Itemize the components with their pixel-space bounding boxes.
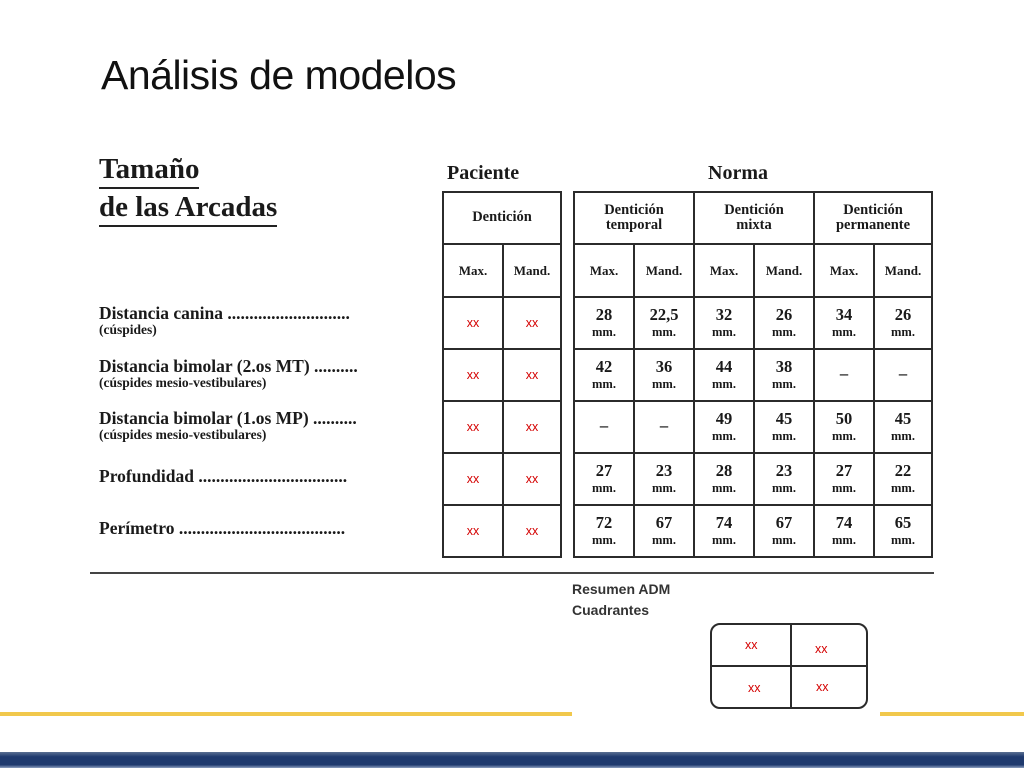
- norm-cell: –: [634, 401, 694, 453]
- row-label-depth: Profundidad ..................................: [99, 466, 348, 486]
- patient-mand-header: Mand.: [503, 244, 561, 297]
- norm-cell: 22,5 mm.: [634, 297, 694, 349]
- norm-title: Norma: [708, 162, 768, 184]
- row-label-bimolar-2mt: Distancia bimolar (2.os MT) .......... (cúspides mesio-vestibulares): [99, 356, 358, 390]
- footer-gold-bar-left: [0, 712, 572, 716]
- norm-cell: 74 mm.: [694, 505, 754, 557]
- patient-cell: xx: [443, 349, 503, 401]
- norm-cell: 26 mm.: [874, 297, 932, 349]
- norm-cell: 27 mm.: [574, 453, 634, 505]
- norm-cell: 72 mm.: [574, 505, 634, 557]
- doc-heading-line1: Tamaño: [99, 155, 199, 184]
- summary-subtitle: Cuadrantes: [572, 602, 650, 618]
- norm-cell: –: [574, 401, 634, 453]
- patient-header: Dentición: [443, 192, 561, 244]
- norm-cell: 49 mm.: [694, 401, 754, 453]
- norm-header-mixta: Dentición mixta: [694, 192, 814, 244]
- norm-cell: 28 mm.: [694, 453, 754, 505]
- norm-cell: 45 mm.: [874, 401, 932, 453]
- norm-max-header: Max.: [814, 244, 874, 297]
- norm-mand-header: Mand.: [634, 244, 694, 297]
- norm-cell: 45 mm.: [754, 401, 814, 453]
- footer-navy-bar: [0, 752, 1024, 768]
- divider-line: [90, 572, 934, 574]
- norm-max-header: Max.: [694, 244, 754, 297]
- norm-mand-header: Mand.: [754, 244, 814, 297]
- norm-cell: 42 mm.: [574, 349, 634, 401]
- norm-cell: 38 mm.: [754, 349, 814, 401]
- footer-gold-bar-right: [880, 712, 1024, 716]
- quadrant-value: xx: [816, 680, 829, 694]
- norm-cell: 44 mm.: [694, 349, 754, 401]
- norm-cell: 32 mm.: [694, 297, 754, 349]
- row-label-canine: Distancia canina ............................ (cúspides): [99, 303, 350, 337]
- patient-cell: xx: [443, 297, 503, 349]
- norm-cell: 36 mm.: [634, 349, 694, 401]
- patient-cell: xx: [443, 505, 503, 557]
- patient-cell: xx: [503, 453, 561, 505]
- norm-cell: 26 mm.: [754, 297, 814, 349]
- patient-cell: xx: [503, 505, 561, 557]
- patient-table: [442, 191, 562, 558]
- norm-cell: 67 mm.: [754, 505, 814, 557]
- patient-max-header: Max.: [443, 244, 503, 297]
- norm-max-header: Max.: [574, 244, 634, 297]
- row-label-bimolar-1mp: Distancia bimolar (1.os MP) .......... (cúspides mesio-vestibulares): [99, 408, 357, 442]
- quadrant-value: xx: [748, 681, 761, 695]
- patient-cell: xx: [503, 349, 561, 401]
- quadrant-value: xx: [745, 638, 758, 652]
- norm-header-temporal: Dentición temporal: [574, 192, 694, 244]
- patient-cell: xx: [443, 453, 503, 505]
- norm-table: [573, 191, 933, 558]
- norm-cell: 65 mm.: [874, 505, 932, 557]
- quadrant-value: xx: [815, 642, 828, 656]
- norm-cell: 34 mm.: [814, 297, 874, 349]
- norm-cell: –: [814, 349, 874, 401]
- row-label-perimeter: Perímetro ......................................: [99, 518, 346, 538]
- doc-heading-line2: de las Arcadas: [99, 193, 277, 222]
- summary-title: Resumen ADM: [572, 581, 671, 597]
- norm-cell: 50 mm.: [814, 401, 874, 453]
- norm-cell: 67 mm.: [634, 505, 694, 557]
- quadrant-box: [710, 623, 868, 709]
- patient-cell: xx: [503, 297, 561, 349]
- norm-cell: 23 mm.: [754, 453, 814, 505]
- norm-cell: 28 mm.: [574, 297, 634, 349]
- norm-cell: 22 mm.: [874, 453, 932, 505]
- quadrant-divider-h: [712, 665, 866, 667]
- summary-label: [572, 579, 670, 621]
- norm-cell: 27 mm.: [814, 453, 874, 505]
- patient-cell: xx: [503, 401, 561, 453]
- norm-mand-header: Mand.: [874, 244, 932, 297]
- norm-cell: 23 mm.: [634, 453, 694, 505]
- norm-cell: –: [874, 349, 932, 401]
- norm-header-permanente: Dentición permanente: [814, 192, 932, 244]
- patient-title: Paciente: [447, 162, 520, 184]
- slide-title: Análisis de modelos: [101, 52, 457, 98]
- patient-cell: xx: [443, 401, 503, 453]
- norm-cell: 74 mm.: [814, 505, 874, 557]
